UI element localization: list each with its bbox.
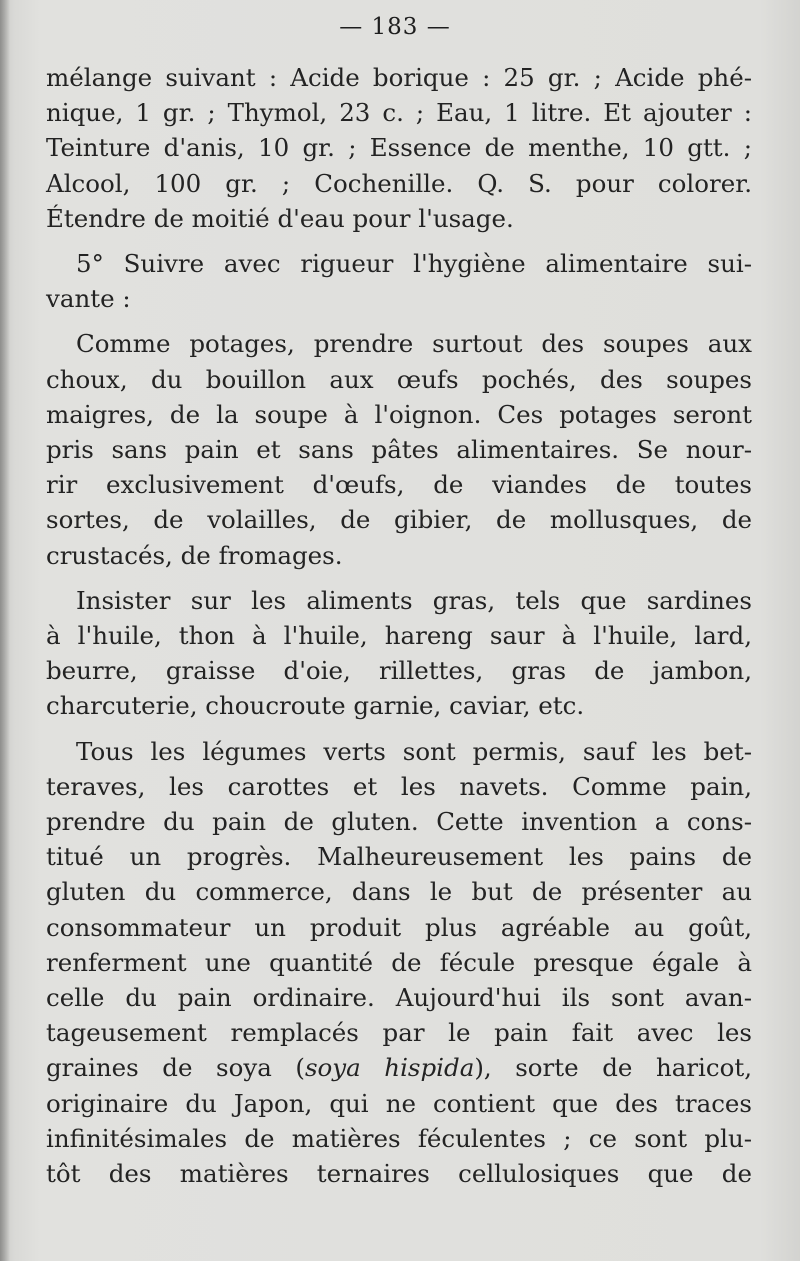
text-line: Étendre de moitié d'eau pour l'usage. [46,203,514,233]
text-line: 5° Suivre avec rigueur l'hygiène alimentaire sui- [76,249,752,279]
text-line: mélange suivant : Acide borique : 25 gr. ; Acide phé- [46,63,752,92]
text-line: vante : [46,284,131,314]
text-line: nique, 1 gr. ; Thymol, 23 c. ; Eau, 1 litre. Et ajouter : [46,98,752,128]
text-line: celle du pain ordinaire. Aujourd'hui ils sont avan- [46,983,752,1013]
text-line: consommateur un produit plus agréable au goût, [46,912,752,942]
text-line: Insister sur les aliments gras, tels que sardines [76,585,752,615]
text-line: infinitésimales de matières féculentes ; ce sont plu- [46,1123,752,1153]
text-line: tageusement remplacés par le pain fait avec les [46,1018,752,1048]
text-line: charcuterie, choucroute garnie, caviar, etc. [46,691,585,721]
text-line: maigres, de la soupe à l'oignon. Ces potages seront [46,399,752,429]
spine-shadow [0,0,10,1261]
text-line: prendre du pain de gluten. Cette invention a cons- [46,807,752,837]
text-line: titué un progrès. Malheureusement les pains de [46,842,752,872]
text-line: sortes, de volailles, de gibier, de mollusques, de [46,505,752,535]
text-line: tôt des matières ternaires cellulosiques que de [46,1159,752,1189]
text-line: teraves, les carottes et les navets. Comme pain, [46,771,752,801]
italic-term: soya hispida [304,1053,475,1083]
text-line: gluten du commerce, dans le but de présenter au [46,877,752,907]
text-line: choux, du bouillon aux œufs pochés, des soupes [46,364,752,394]
paragraph-fatty-foods [46,583,752,724]
page-body [46,60,752,1201]
text-line: originaire du Japon, qui ne contient que des traces [46,1088,752,1118]
text-line: rir exclusivement d'œufs, de viandes de toutes [46,470,752,500]
paragraph-vegetables-bread [46,734,752,1192]
text-line: Teinture d'anis, 10 gr. ; Essence de menthe, 10 gtt. ; [46,133,752,163]
text-line: crustacés, de fromages. [46,540,343,570]
paragraph-mouthwash-recipe [46,60,752,236]
page-number: — 183 — [339,14,451,40]
text-line: à l'huile, thon à l'huile, hareng saur à l'huile, lard, [46,621,752,651]
text-line: renferment une quantité de fécule presque égale à [46,947,752,977]
text-line-with-italic: graines de soya (soya hispida), sorte de haricot, [46,1053,752,1083]
text-line: Tous les légumes verts sont permis, sauf les bet- [76,736,752,766]
paragraph-soups [46,326,752,572]
paragraph-hygiene-intro [46,246,752,316]
text-line: Alcool, 100 gr. ; Cochenille. Q. S. pour colorer. [46,168,752,198]
text-line: beurre, graisse d'oie, rillettes, gras de jambon, [46,656,752,686]
text-line: Comme potages, prendre surtout des soupes aux [76,329,752,359]
text-line: pris sans pain et sans pâtes alimentaires. Se nour- [46,435,752,465]
